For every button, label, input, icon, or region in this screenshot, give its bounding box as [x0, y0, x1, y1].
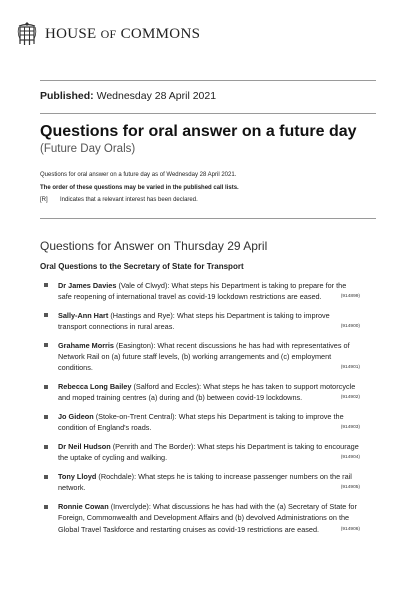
published-date: Wednesday 28 April 2021: [96, 90, 217, 102]
question-item: [40, 340, 360, 374]
page-title: Questions for oral answer on a future day: [40, 123, 357, 140]
house-of-commons-wordmark: [45, 26, 200, 43]
question-ref: (914899): [340, 294, 360, 300]
question-text: What recent discussions he has had with representatives of Network Rail on (a) future staff levels, (b) working arrangements and (c) employment conditions.: [58, 341, 350, 373]
published-label: Published:: [40, 90, 94, 102]
r-tag: [R]: [40, 197, 48, 203]
question-ref: (914905): [340, 485, 360, 491]
intro-order-note: The order of these questions may be varied in the published call lists.: [40, 184, 239, 191]
member-name: Rebecca Long Bailey: [58, 382, 132, 392]
question-text: What steps he is taking to increase passenger numbers on the rail network.: [58, 472, 352, 493]
member-name: Tony Lloyd: [58, 472, 97, 482]
question-text: What steps his Department is taking to improve the condition of England's roads.: [58, 412, 344, 433]
member-name: Ronnie Cowan: [58, 502, 109, 512]
bullet-icon: [44, 343, 48, 347]
question-text: What steps his Department is taking to encourage the uptake of cycling and walking.: [58, 442, 359, 463]
bullet-icon: [44, 313, 48, 317]
question-item: [40, 501, 360, 535]
question-item: [40, 381, 360, 403]
member-name: Jo Gideon: [58, 412, 94, 422]
org-suffix: COMMONS: [120, 25, 201, 42]
bullet-icon: [44, 385, 48, 389]
member-name: Dr Neil Hudson: [58, 442, 111, 452]
question-item: [40, 471, 360, 493]
question-text: What steps his Department is taking to improve transport connections in rural areas.: [58, 311, 330, 332]
question-ref: (914903): [340, 425, 360, 431]
question-ref: (914906): [340, 526, 360, 532]
member-name: Grahame Morris: [58, 341, 114, 350]
constituency: (Inverclyde):: [110, 502, 151, 512]
published-line: [40, 90, 216, 102]
department-heading: Oral Questions to the Secretary of State for Transport: [40, 262, 244, 271]
intro-line: Questions for oral answer on a future day as of Wednesday 28 April 2021.: [40, 172, 237, 178]
section-heading: Questions for Answer on Thursday 29 April: [40, 239, 268, 253]
member-name: Sally-Ann Hart: [58, 311, 109, 320]
bullet-icon: [44, 445, 48, 449]
question-ref: (914902): [340, 395, 360, 401]
question-ref: (914900): [340, 324, 360, 330]
constituency: (Stoke-on-Trent Central):: [95, 412, 177, 422]
constituency: (Penrith and The Border):: [112, 442, 196, 452]
question-ref: (914901): [340, 365, 360, 371]
page-subtitle: (Future Day Orals): [40, 143, 136, 155]
bullet-icon: [44, 505, 48, 509]
question-item: [40, 310, 360, 332]
question-text: What steps his Department is taking to prepare for the safe reopening of international travel as covid-19 lockdown restrictions are eased.: [58, 281, 347, 302]
question-text: What discussions he has had with the (a) Secretary of State for Foreign, Commonwealth and Development Affairs and (b) devolved Administrations on the Global Travel Taskforce and restarting cruises as covid-19 restrictions are eased.: [58, 502, 357, 534]
divider: [40, 113, 376, 114]
constituency: (Salford and Eccles):: [133, 382, 202, 392]
question-text: What steps he has taken to support motorcycle and moped training centres (a) during and (b) between covid-19 lockdowns.: [58, 382, 356, 403]
question-item: [40, 411, 360, 433]
page-header: [17, 21, 200, 47]
bullet-icon: [44, 415, 48, 419]
org-prefix: HOUSE: [45, 25, 97, 42]
intro-legend: [40, 194, 380, 207]
question-item: [40, 280, 360, 302]
constituency: (Vale of Clwyd):: [118, 281, 170, 290]
question-item: [40, 441, 360, 463]
member-name: Dr James Davies: [58, 281, 117, 290]
bullet-icon: [44, 283, 48, 287]
intro-notes: [40, 169, 380, 207]
divider: [40, 218, 376, 219]
questions-list: [40, 280, 360, 542]
r-tag-description: Indicates that a relevant interest has been declared.: [60, 197, 198, 203]
constituency: (Rochdale):: [98, 472, 137, 482]
org-of: OF: [100, 26, 117, 41]
question-ref: (914904): [340, 455, 360, 461]
constituency: (Easington):: [116, 341, 156, 350]
divider: [40, 80, 376, 81]
portcullis-icon: [17, 21, 37, 47]
constituency: (Hastings and Rye):: [110, 311, 175, 320]
bullet-icon: [44, 475, 48, 479]
